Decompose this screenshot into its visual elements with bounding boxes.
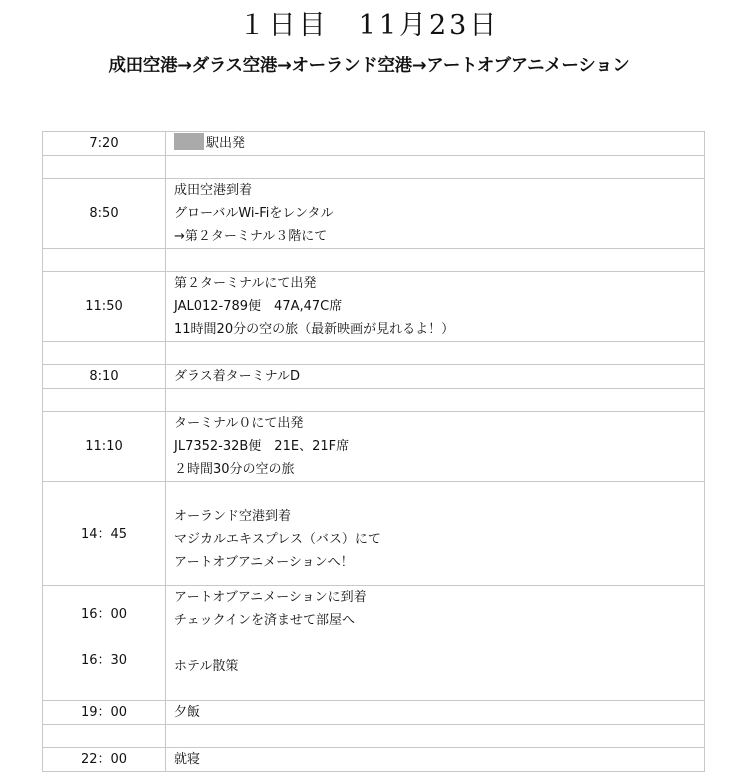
description-line: チェックインを済ませて部屋へ — [174, 613, 355, 628]
schedule-table — [42, 131, 705, 772]
description-line: オーランド空港到着 — [174, 509, 292, 524]
schedule-row — [43, 365, 705, 389]
description-line: 成田空港到着 — [174, 183, 253, 198]
description-cell — [166, 412, 705, 482]
description-cell — [166, 132, 705, 156]
description-line: ダラス着ターミナルD — [174, 369, 300, 384]
schedule-row — [43, 482, 705, 586]
time-cell: 8:50 — [43, 179, 166, 249]
page-title: １日目 11月23日 — [238, 10, 500, 41]
schedule-row — [43, 272, 705, 342]
description-line: ターミナル０にて出発 — [174, 416, 304, 431]
description-cell — [166, 701, 705, 725]
description-line: →第２ターミナル３階にて — [174, 229, 328, 244]
schedule-row — [43, 179, 705, 249]
description-cell — [166, 748, 705, 772]
description-line: 第２ターミナルにて出発 — [174, 276, 317, 291]
description-line: JAL012-789便 47A,47C席 — [174, 299, 343, 314]
spacer-row — [43, 342, 705, 365]
schedule-row — [43, 701, 705, 725]
schedule-row — [43, 132, 705, 156]
description-line: ホテル散策 — [174, 659, 239, 674]
redacted-block — [174, 133, 204, 150]
description-line: マジカルエキスプレス（バス）にて — [174, 532, 381, 547]
description-text: 駅出発 — [206, 136, 246, 151]
description-line — [174, 132, 704, 155]
time-cell: 8:10 — [43, 365, 166, 389]
description-line: 11時間20分の空の旅（最新映画が見れるよ！） — [174, 322, 455, 337]
time-cell: 11:10 — [43, 412, 166, 482]
description-line: ２時間30分の空の旅 — [174, 462, 295, 477]
description-cell — [166, 586, 705, 701]
schedule-row — [43, 586, 705, 701]
description-line: アートオブアニメーションに到着 — [174, 590, 367, 605]
time-cell: 14：45 — [43, 482, 166, 586]
time-cell — [43, 586, 166, 701]
route-subtitle: 成田空港→ダラス空港→オーランド空港→アートオブアニメーション — [108, 56, 630, 76]
schedule-row — [43, 748, 705, 772]
description-cell — [166, 365, 705, 389]
time-text: 16：00 — [80, 607, 128, 622]
time-cell: 11:50 — [43, 272, 166, 342]
description-cell — [166, 272, 705, 342]
schedule-row — [43, 412, 705, 482]
time-cell: 7:20 — [43, 132, 166, 156]
spacer-row — [43, 725, 705, 748]
time-cell: 22：00 — [43, 748, 166, 772]
time-text: 16：30 — [80, 653, 128, 668]
description-line: グローバルWi-Fiをレンタル — [174, 206, 334, 221]
spacer-row — [43, 249, 705, 272]
description-line: 夕飯 — [174, 705, 201, 720]
description-cell — [166, 482, 705, 586]
spacer-row — [43, 156, 705, 179]
spacer-row — [43, 389, 705, 412]
description-line: アートオブアニメーションへ！ — [174, 555, 354, 570]
description-line: 就寝 — [174, 752, 201, 767]
time-cell: 19：00 — [43, 701, 166, 725]
description-line: JL7352-32B便 21E、21F席 — [174, 439, 350, 454]
description-cell — [166, 179, 705, 249]
